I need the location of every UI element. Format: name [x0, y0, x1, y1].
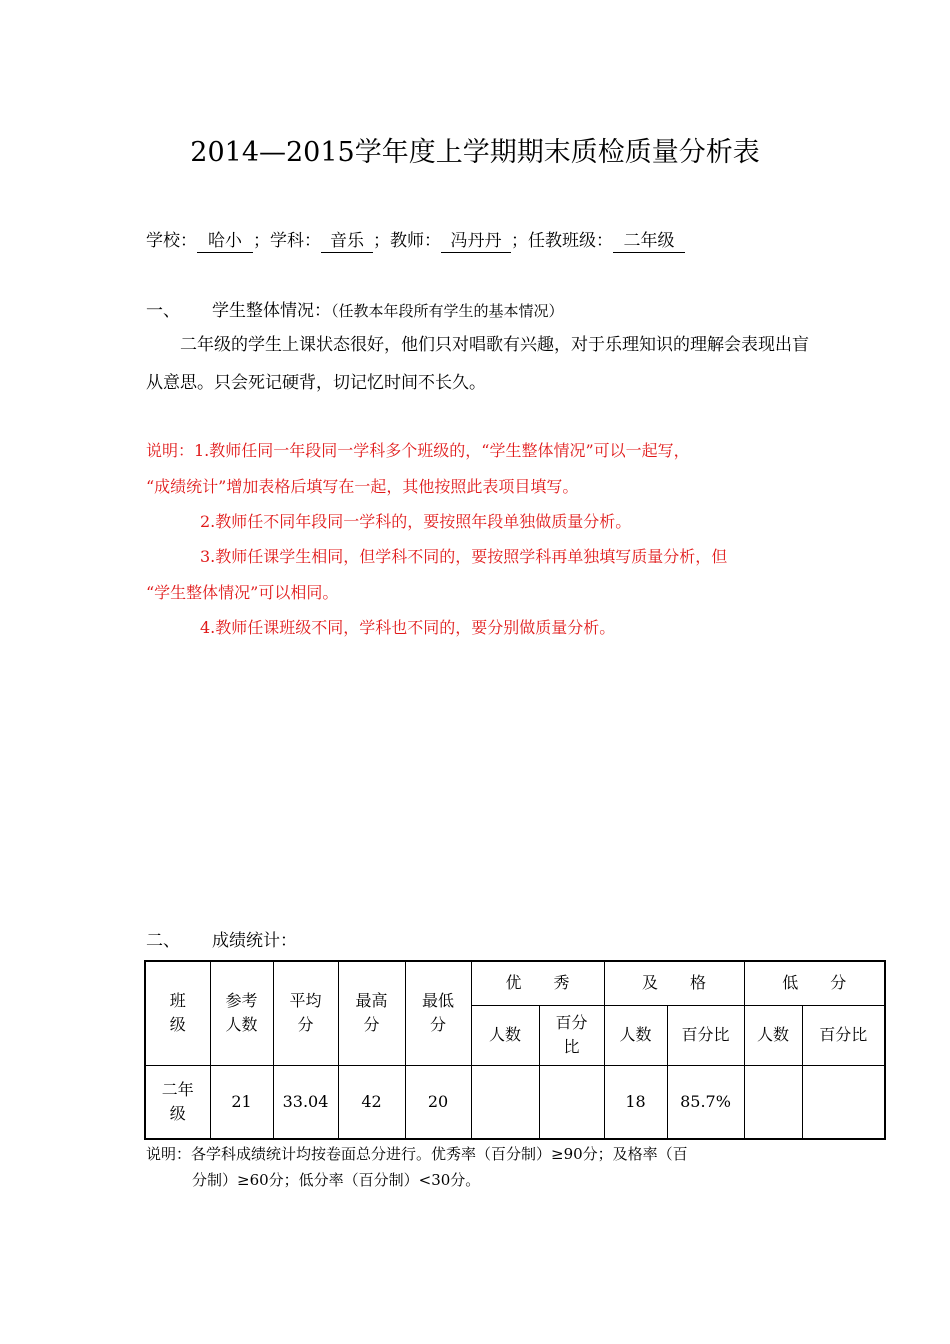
note-red-line-4: 3.教师任课学生相同，但学科不同的，要按照学科再单独填写质量分析，但	[200, 547, 728, 566]
teacher-value: 冯丹丹	[441, 230, 511, 253]
header-highest: 最高 分	[338, 961, 405, 1065]
header-lowest: 最低 分	[405, 961, 471, 1065]
class-value: 二年级	[613, 230, 685, 253]
section1-body	[146, 326, 816, 402]
header-pass-percent: 百分比	[667, 1005, 744, 1065]
cell-average: 33.04	[273, 1065, 338, 1139]
class-label: ；任教班级：	[511, 231, 613, 251]
cell-excellent-percent	[539, 1065, 604, 1139]
cell-lowest: 20	[405, 1065, 471, 1139]
score-statistics-table	[144, 960, 886, 1140]
note-red-line-6: 4.教师任课班级不同，学科也不同的，要分别做质量分析。	[200, 618, 616, 637]
note-red-line-1: 说明：1.教师任同一年段同一学科多个班级的，“学生整体情况”可以一起写，	[146, 441, 690, 460]
header-average: 平均 分	[273, 961, 338, 1065]
header-class: 班 级	[145, 961, 210, 1065]
cell-class: 二年 级	[145, 1065, 210, 1139]
header-participants: 参考 人数	[210, 961, 273, 1065]
table-row	[145, 1065, 885, 1139]
section1-title: 学生整体情况：	[212, 301, 331, 321]
footnote-line-2: 分制）≥60分；低分率（百分制）<30分。	[192, 1171, 481, 1189]
header-excellent-percent: 百分 比	[539, 1005, 604, 1065]
section1-subtitle: （任教本年段所有学生的基本情况）	[331, 302, 564, 320]
cell-low-count	[744, 1065, 802, 1139]
page-title: 2014—2015学年度上学期期末质检质量分析表	[190, 137, 760, 168]
note-red-line-3: 2.教师任不同年段同一学科的，要按照年段单独做质量分析。	[200, 512, 632, 531]
teacher-label: ；教师：	[373, 231, 441, 251]
table-header-row-1	[145, 961, 885, 1005]
subject-label: ；学科：	[253, 231, 321, 251]
section1-body-text: 二年级的学生上课状态很好，他们只对唱歌有兴趣，对于乐理知识的理解会表现出盲从意思。只会死记硬背，切记忆时间不长久。	[146, 335, 809, 393]
header-excellent-count: 人数	[471, 1005, 539, 1065]
note-red-line-5: “学生整体情况”可以相同。	[146, 583, 339, 602]
cell-pass-percent: 85.7%	[667, 1065, 744, 1139]
header-low: 低 分	[744, 961, 885, 1005]
subject-value: 音乐	[321, 230, 373, 253]
cell-participants: 21	[210, 1065, 273, 1139]
cell-highest: 42	[338, 1065, 405, 1139]
footnote-line-1: 说明：各学科成绩统计均按卷面总分进行。优秀率（百分制）≥90分；及格率（百	[146, 1145, 688, 1163]
section2-number: 二、	[146, 931, 180, 951]
header-low-percent: 百分比	[802, 1005, 885, 1065]
header-low-count: 人数	[744, 1005, 802, 1065]
section2-title: 成绩统计：	[212, 931, 297, 951]
note-red-line-2: “成绩统计”增加表格后填写在一起，其他按照此表项目填写。	[146, 477, 579, 496]
section2-heading	[146, 926, 297, 951]
cell-pass-count: 18	[604, 1065, 667, 1139]
school-value: 哈小	[197, 230, 253, 253]
header-pass-count: 人数	[604, 1005, 667, 1065]
school-label: 学校：	[146, 231, 197, 251]
section1-number: 一、	[146, 301, 180, 321]
cell-low-percent	[802, 1065, 885, 1139]
section1-heading	[146, 296, 564, 321]
header-pass: 及 格	[604, 961, 744, 1005]
cell-excellent-count	[471, 1065, 539, 1139]
header-excellent: 优 秀	[471, 961, 604, 1005]
teacher-info-line	[146, 226, 685, 253]
